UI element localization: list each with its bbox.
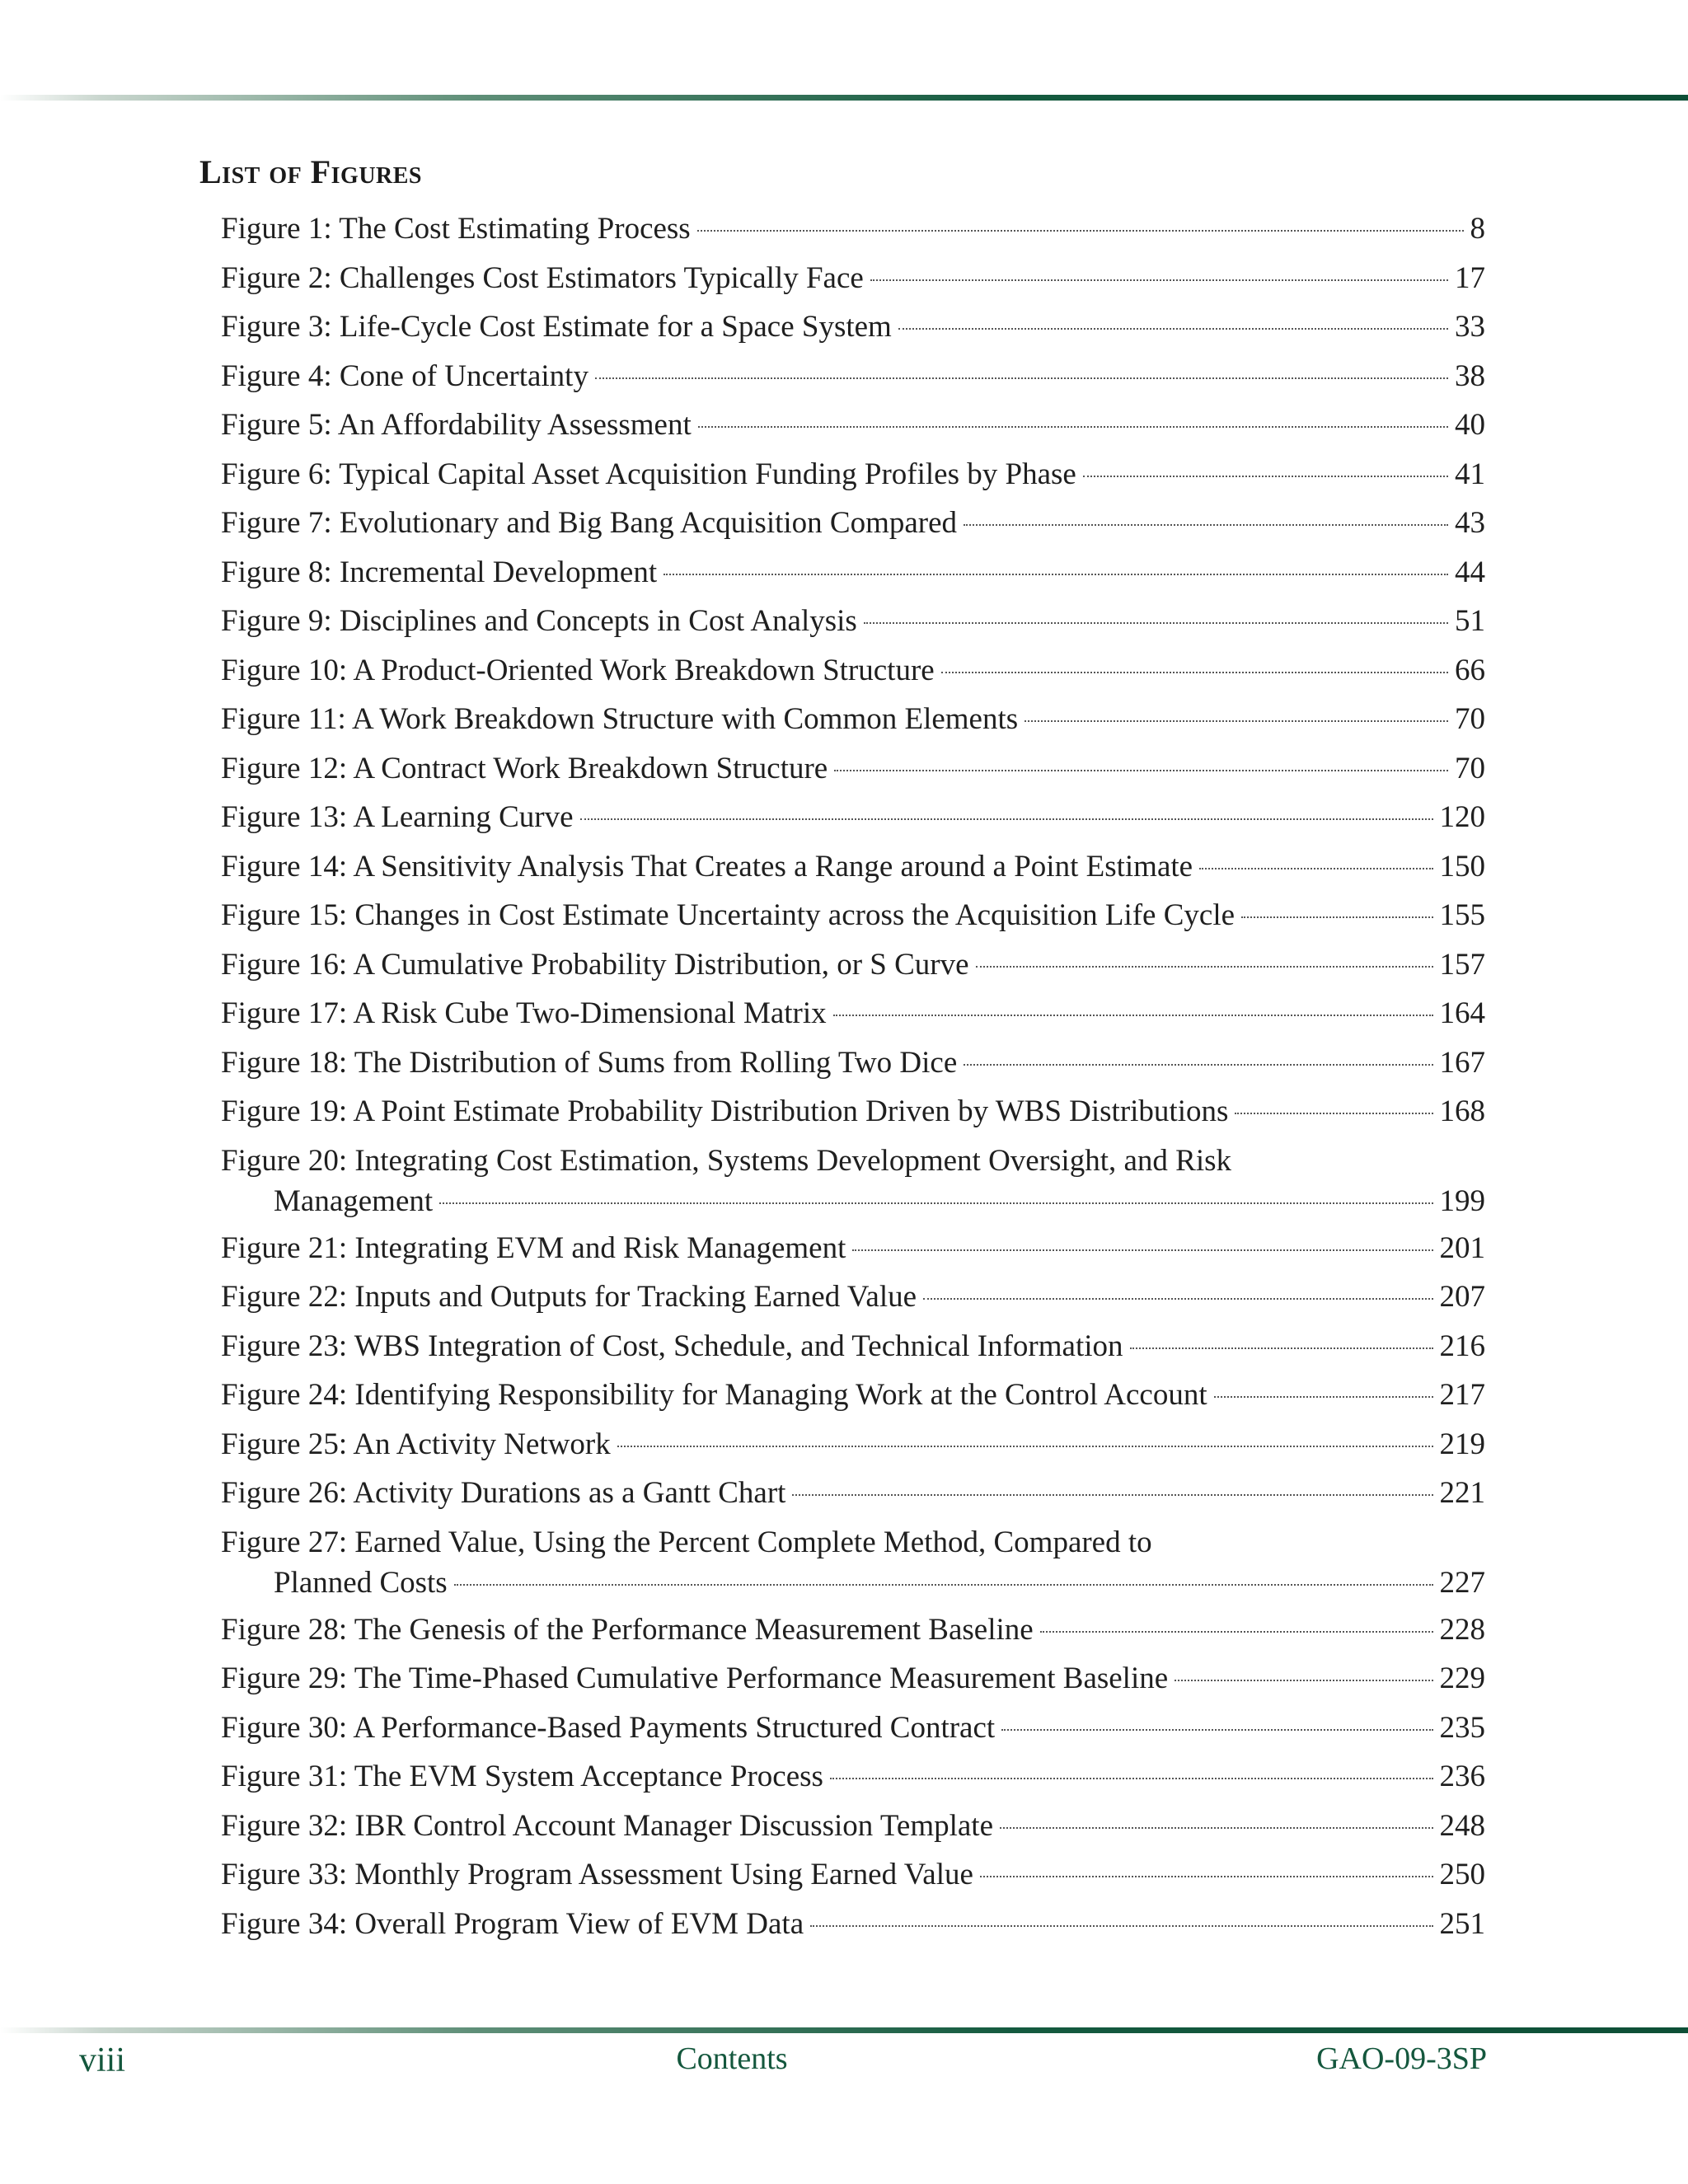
dot-leader [898,328,1448,330]
toc-entry-title: Figure 33: Monthly Program Assessment Using Earned Value [221,1858,973,1891]
dot-leader [697,230,1464,232]
toc-entry[interactable] [221,744,1485,794]
toc-entry-title: Figure 18: The Distribution of Sums from Rolling Two Dice [221,1045,958,1080]
dot-leader [1000,1827,1432,1829]
dot-leader [1214,1396,1433,1398]
dot-leader [1235,1113,1432,1114]
toc-entry[interactable] [221,1752,1485,1802]
toc-entry-title: Figure 26: Activity Durations as a Gantt Chart [221,1476,786,1510]
dot-leader [1199,868,1432,869]
footer-rule [0,2027,1688,2033]
toc-entry[interactable] [221,352,1485,401]
toc-entry-title: Figure 13: A Learning Curve [221,800,574,834]
toc-entry[interactable] [221,695,1485,744]
toc-entry-title: Figure 10: A Product-Oriented Work Breakdown Structure [221,653,935,687]
toc-entry-page: 167 [1439,1045,1485,1080]
figure-list [221,204,1485,1948]
toc-entry-title-continued: Management [274,1183,434,1218]
toc-entry[interactable] [221,1224,1485,1273]
toc-entry[interactable] [221,1704,1485,1753]
dot-leader [941,672,1448,673]
toc-entry-title: Figure 8: Incremental Development [221,555,658,589]
dot-leader [1083,476,1448,477]
toc-entry-page: 40 [1455,408,1485,442]
toc-entry-page: 43 [1455,506,1485,540]
toc-entry-page: 219 [1439,1427,1485,1461]
toc-entry-page: 199 [1439,1183,1485,1218]
toc-entry-title: Figure 29: The Time-Phased Cumulative Performance Measurement Baseline [221,1661,1169,1695]
toc-entry-page: 70 [1455,702,1485,736]
toc-entry-title: Figure 28: The Genesis of the Performance Measurement Baseline [221,1612,1034,1647]
toc-entry-page: 41 [1455,457,1485,491]
toc-entry[interactable] [221,254,1485,303]
dot-leader [580,818,1433,820]
toc-entry-page: 221 [1439,1476,1485,1510]
toc-entry-title-continued: Planned Costs [274,1565,448,1600]
toc-entry-title: Figure 7: Evolutionary and Big Bang Acquisition Compared [221,506,958,540]
toc-entry-title: Figure 6: Typical Capital Asset Acquisition Funding Profiles by Phase [221,457,1076,491]
dot-leader [617,1446,1433,1447]
toc-entry-page: 157 [1439,947,1485,982]
toc-entry[interactable] [221,302,1485,352]
dot-leader [852,1249,1432,1251]
dot-leader [834,770,1448,771]
toc-entry[interactable] [221,989,1485,1038]
toc-entry[interactable] [221,940,1485,990]
toc-entry[interactable] [221,1137,1485,1224]
toc-entry[interactable] [221,891,1485,940]
dot-leader [980,1876,1433,1877]
toc-entry[interactable] [221,1272,1485,1322]
toc-entry-title: Figure 21: Integrating EVM and Risk Management [221,1230,846,1265]
toc-entry-page: 248 [1439,1808,1485,1843]
toc-entry-page: 33 [1455,310,1485,344]
toc-entry-title: Figure 25: An Activity Network [221,1427,611,1461]
toc-entry-title: Figure 20: Integrating Cost Estimation, Systems Development Oversight, and Risk [221,1143,1232,1178]
toc-entry[interactable] [221,499,1485,548]
toc-entry-page: 17 [1455,260,1485,295]
toc-entry[interactable] [221,646,1485,696]
toc-entry[interactable] [221,842,1485,892]
toc-entry-page: 168 [1439,1094,1485,1128]
toc-entry-title: Figure 30: A Performance-Based Payments Structured Contract [221,1710,996,1745]
dot-leader [595,377,1448,379]
toc-entry[interactable] [221,548,1485,598]
toc-entry-title: Figure 15: Changes in Cost Estimate Uncertainty across the Acquisition Life Cycle [221,898,1236,932]
dot-leader [698,426,1448,428]
toc-entry-title: Figure 34: Overall Program View of EVM Data [221,1906,804,1941]
toc-entry-page: 66 [1455,653,1485,687]
toc-entry[interactable] [221,1371,1485,1420]
toc-entry-title: Figure 23: WBS Integration of Cost, Schedule, and Technical Information [221,1329,1123,1363]
toc-entry[interactable] [221,1322,1485,1371]
toc-entry[interactable] [221,450,1485,499]
toc-entry-title: Figure 27: Earned Value, Using the Percent Complete Method, Compared to [221,1525,1152,1559]
footer-document-id: GAO-09-3SP [1316,2041,1487,2076]
dot-leader [1175,1680,1432,1681]
toc-entry-title: Figure 12: A Contract Work Breakdown Structure [221,751,828,785]
toc-entry-page: 155 [1439,898,1485,932]
dot-leader [1241,916,1432,918]
toc-entry[interactable] [221,1850,1485,1900]
toc-entry[interactable] [221,793,1485,842]
toc-entry[interactable] [221,1802,1485,1851]
toc-entry-page: 38 [1455,359,1485,393]
toc-entry-page: 217 [1439,1378,1485,1412]
list-of-figures-heading: List of Figures [199,153,423,190]
toc-entry-title: Figure 1: The Cost Estimating Process [221,212,691,246]
toc-entry-title: Figure 4: Cone of Uncertainty [221,359,588,393]
toc-entry-page: 235 [1439,1710,1485,1745]
toc-entry-page: 201 [1439,1230,1485,1265]
dot-leader [976,966,1433,968]
toc-entry-page: 164 [1439,996,1485,1030]
toc-entry-page: 216 [1439,1329,1485,1363]
dot-leader [833,1015,1433,1016]
toc-entry[interactable] [221,1420,1485,1469]
toc-entry-page: 229 [1439,1661,1485,1695]
toc-entry[interactable] [221,204,1485,254]
toc-entry[interactable] [221,1654,1485,1704]
toc-entry-title: Figure 24: Identifying Responsibility for Managing Work at the Control Account [221,1378,1207,1412]
toc-entry-page: 236 [1439,1760,1485,1793]
toc-entry[interactable] [221,1605,1485,1655]
toc-entry-title: Figure 5: An Affordability Assessment [221,408,692,442]
toc-entry-page: 44 [1455,555,1485,589]
footer-page-number: viii [79,2041,126,2079]
dot-leader [830,1778,1433,1779]
toc-entry-title: Figure 32: IBR Control Account Manager Discussion Template [221,1808,994,1843]
dot-leader [810,1925,1432,1927]
toc-entry-page: 8 [1470,212,1485,246]
dot-leader [1001,1729,1432,1731]
toc-entry-page: 51 [1455,604,1485,638]
toc-entry-title: Figure 31: The EVM System Acceptance Process [221,1760,823,1793]
dot-leader [1040,1631,1433,1633]
dot-leader [663,574,1448,575]
dot-leader [792,1494,1432,1496]
dot-leader [439,1202,1432,1204]
toc-entry-page: 150 [1439,849,1485,883]
toc-entry-title: Figure 17: A Risk Cube Two-Dimensional Matrix [221,996,827,1030]
header-rule [0,95,1688,101]
toc-entry[interactable] [221,1518,1485,1605]
toc-entry-page: 250 [1439,1858,1485,1891]
dot-leader [964,1064,1432,1066]
toc-entry-title: Figure 9: Disciplines and Concepts in Cost Analysis [221,604,857,638]
toc-entry[interactable] [221,1038,1485,1088]
toc-entry[interactable] [221,1087,1485,1137]
dot-leader [870,279,1448,281]
dot-leader [964,524,1448,526]
toc-entry-page: 227 [1439,1565,1485,1600]
dot-leader [1025,720,1448,722]
toc-entry-title: Figure 19: A Point Estimate Probability Distribution Driven by WBS Distributions [221,1094,1229,1128]
toc-entry[interactable] [221,401,1485,450]
toc-entry[interactable] [221,597,1485,646]
toc-entry[interactable] [221,1469,1485,1518]
dot-leader [1130,1347,1433,1349]
toc-entry-title: Figure 11: A Work Breakdown Structure with Common Elements [221,702,1019,736]
dot-leader [923,1298,1432,1300]
toc-entry-page: 251 [1439,1906,1485,1941]
toc-entry-page: 70 [1455,751,1485,785]
toc-entry-title: Figure 16: A Cumulative Probability Distribution, or S Curve [221,947,969,982]
toc-entry-page: 120 [1439,800,1485,834]
dot-leader [454,1584,1433,1586]
toc-entry-title: Figure 14: A Sensitivity Analysis That Creates a Range around a Point Estimate [221,849,1193,883]
toc-entry-title: Figure 22: Inputs and Outputs for Tracking Earned Value [221,1280,917,1314]
toc-entry-title: Figure 3: Life-Cycle Cost Estimate for a Space System [221,310,892,344]
footer-section-name: Contents [676,2041,788,2076]
toc-entry-page: 228 [1439,1612,1485,1647]
dot-leader [864,622,1448,624]
toc-entry[interactable] [221,1900,1485,1949]
toc-entry-page: 207 [1439,1280,1485,1314]
toc-entry-title: Figure 2: Challenges Cost Estimators Typically Face [221,260,864,295]
